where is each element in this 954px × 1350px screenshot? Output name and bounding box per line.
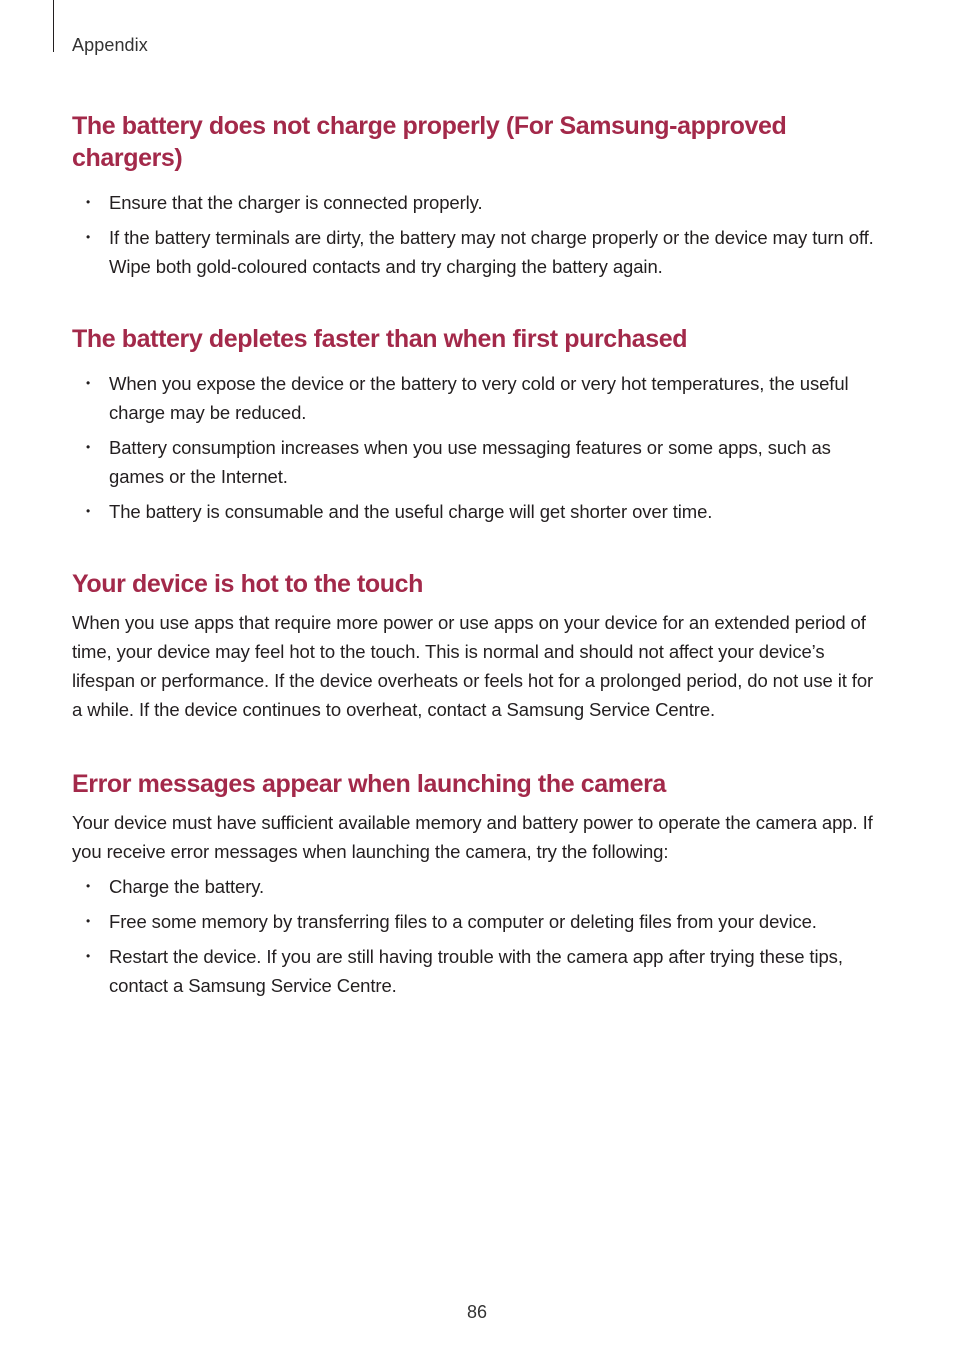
section-battery-not-charging — [72, 110, 878, 281]
list-item-text: When you expose the device or the battery to very cold or very hot temperatures, the useful charge may be reduced. — [109, 373, 849, 423]
section-camera-errors — [72, 768, 878, 1000]
section-title: The battery does not charge properly (For Samsung-approved chargers) — [72, 112, 787, 172]
section-paragraph: Your device must have sufficient available memory and battery power to operate the camera app. If you receive error messages when launching the camera, try the following: — [72, 812, 873, 862]
list-item — [72, 942, 878, 1000]
section-title: Error messages appear when launching the camera — [72, 770, 666, 798]
list-item — [72, 907, 878, 936]
bullet-icon: • — [86, 914, 91, 928]
section-device-hot — [72, 568, 878, 724]
list-item-text: Free some memory by transferring files to a computer or deleting files from your device. — [109, 911, 817, 932]
list-item-text: Ensure that the charger is connected properly. — [109, 192, 483, 213]
bullet-icon: • — [86, 949, 91, 963]
section-title: The battery depletes faster than when first purchased — [72, 325, 688, 353]
page-content — [72, 110, 878, 1000]
list-item-text: If the battery terminals are dirty, the battery may not charge properly or the device may turn off. Wipe both gold-coloured contacts and try charging the battery again. — [109, 227, 874, 277]
bullet-icon: • — [86, 440, 91, 454]
list-item — [72, 223, 878, 281]
list-item — [72, 433, 878, 491]
section-title: Your device is hot to the touch — [72, 570, 424, 598]
bullet-icon: • — [86, 504, 91, 518]
bullet-list — [72, 188, 878, 281]
bullet-list — [72, 872, 878, 1000]
bullet-icon: • — [86, 879, 91, 893]
bullet-icon: • — [86, 376, 91, 390]
section-paragraph: When you use apps that require more power or use apps on your device for an extended period of time, your device may feel hot to the touch. This is normal and should not affect your device’s lifespan or performance. If the device overheats or feels hot for a prolonged period, do not use it for a while. If the device continues to overheat, contact a Samsung Service Centre. — [72, 612, 874, 720]
list-item — [72, 497, 878, 526]
section-header-label: Appendix — [72, 35, 148, 55]
bullet-icon: • — [86, 195, 91, 209]
page-number: 86 — [466, 1302, 488, 1322]
list-item — [72, 872, 878, 901]
bullet-list — [72, 369, 878, 526]
list-item — [72, 369, 878, 427]
bullet-icon: • — [86, 230, 91, 244]
corner-rule — [53, 0, 54, 52]
section-battery-depletes — [72, 323, 878, 526]
list-item-text: Battery consumption increases when you use messaging features or some apps, such as games or the Internet. — [109, 437, 831, 487]
list-item-text: The battery is consumable and the useful charge will get shorter over time. — [109, 501, 713, 522]
list-item — [72, 188, 878, 217]
list-item-text: Restart the device. If you are still having trouble with the camera app after trying these tips, contact a Samsung Service Centre. — [109, 946, 843, 996]
list-item-text: Charge the battery. — [109, 876, 265, 897]
